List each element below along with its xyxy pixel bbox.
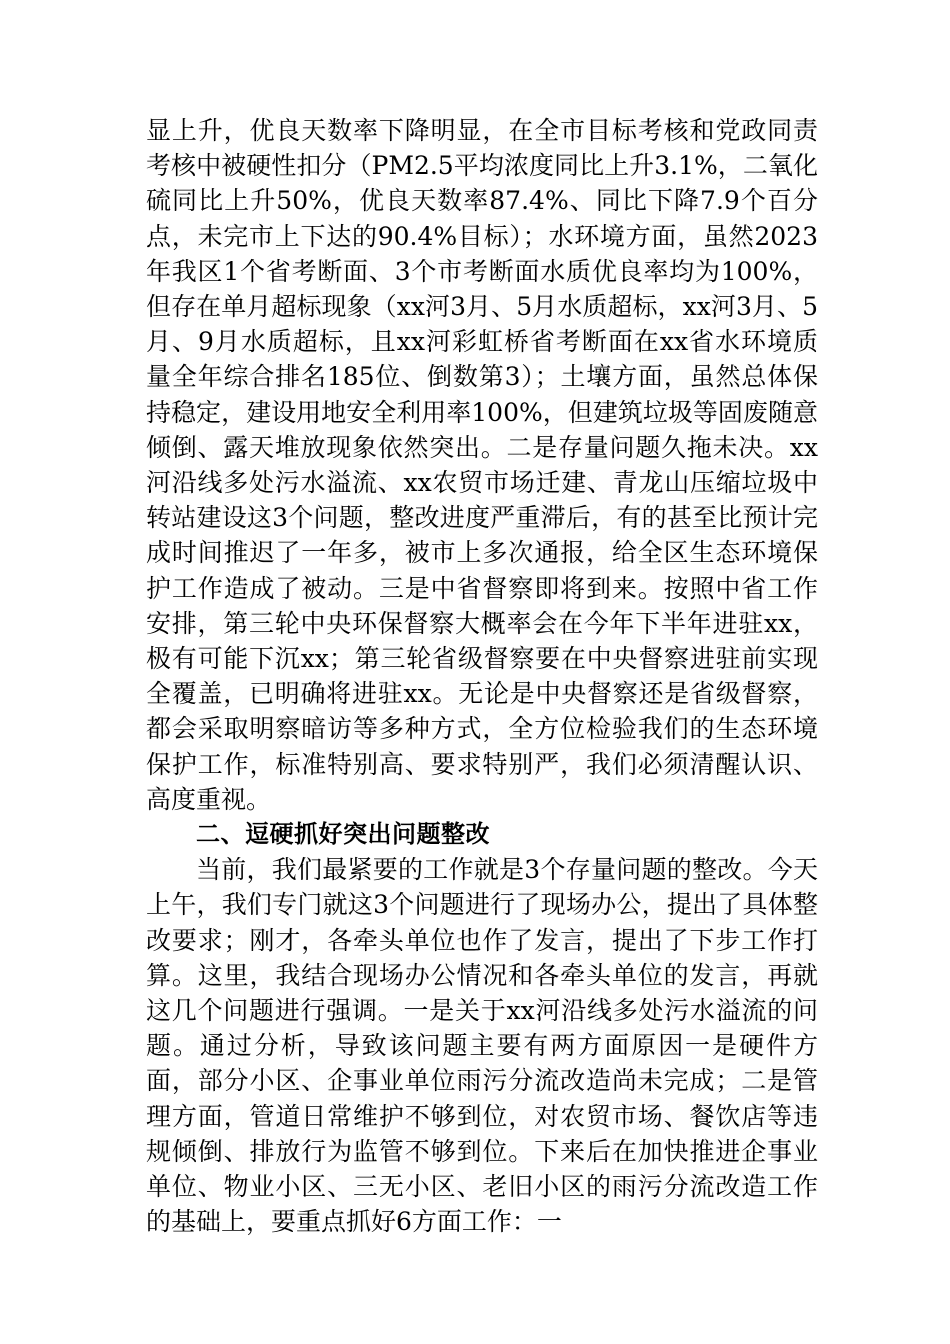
section-heading: 二、逗硬抓好突出问题整改 [196, 820, 490, 849]
body-paragraph-continued: 显上升，优良天数率下降明显，在全市目标考核和党政同责考核中被硬性扣分（PM2.5平均浓度同比上升3.1%，二氧化硫同比上升50%，优良天数率87.4%、同比下降7.9个百分点，未完市上下达的90.4%目标）；水环境方面，虽然2023年我区1个省考断面、3个市考断面水质优良率均为100%，但存在单月超标现象（xx河3月、5月水质超标，xx河3月、5月、9月水质超标，且xx河彩虹桥省考断面在xx省水环境质量全年综合排名185位、倒数第3）；土壤方面，虽然总体保持稳定，建设用地安全利用率100%，但建筑垃圾等固废随意倾倒、露天堆放现象依然突出。二是存量问题久拖未决。xx河沿线多处污水溢流、xx农贸市场迁建、青龙山压缩垃圾中转站建设这3个问题，整改进度严重滞后，有的甚至比预计完成时间推迟了一年多，被市上多次通报，给全区生态环境保护工作造成了被动。三是中省督察即将到来。按照中省工作安排，第三轮中央环保督察大概率会在今年下半年进驻xx，极有可能下沉xx；第三轮省级督察要在中央督察进驻前实现全覆盖，已明确将进驻xx。无论是中央督察还是省级督察，都会采取明察暗访等多种方式，全方位检验我们的生态环境保护工作，标准特别高、要求特别严，我们必须清醒认识、高度重视。 [146, 116, 818, 814]
body-paragraph: 当前，我们最紧要的工作就是3个存量问题的整改。今天上午，我们专门就这3个问题进行了现场办公，提出了具体整改要求；刚才，各牵头单位也作了发言，提出了下步工作打算。这里，我结合现场办公情况和各牵头单位的发言，再就这几个问题进行强调。一是关于xx河沿线多处污水溢流的问题。通过分析，导致该问题主要有两方面原因一是硬件方面，部分小区、企事业单位雨污分流改造尚未完成；二是管理方面，管道日常维护不够到位，对农贸市场、餐饮店等违规倾倒、排放行为监管不够到位。下来后在加快推进企事业单位、物业小区、三无小区、老旧小区的雨污分流改造工作的基础上，要重点抓好6方面工作：一 [146, 855, 818, 1237]
document-body [146, 113, 818, 1240]
